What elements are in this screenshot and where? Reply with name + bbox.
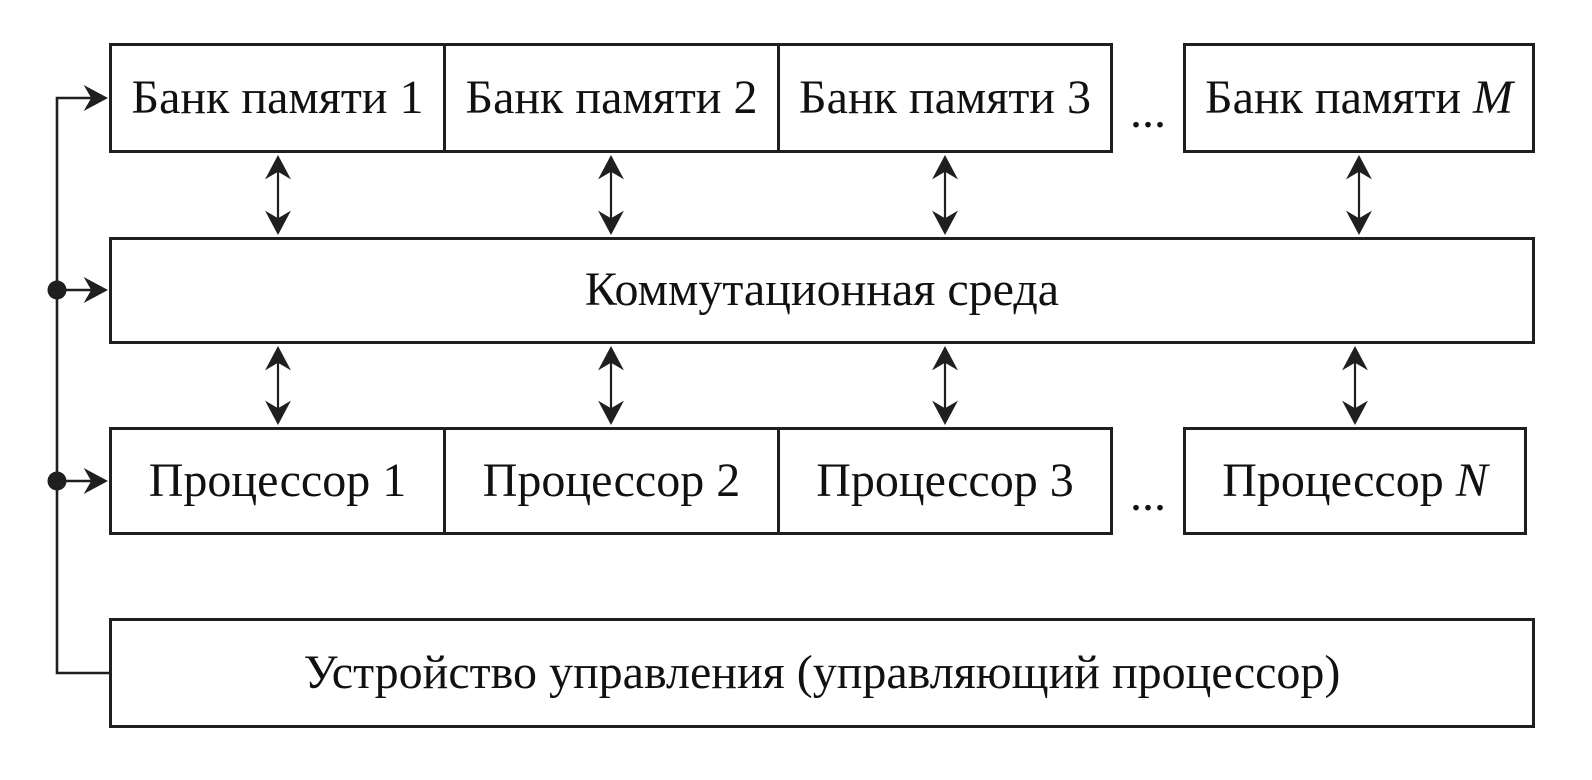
processor-n-label: Процессор N bbox=[1222, 453, 1488, 507]
memory-bank-m-label: Банк памяти M bbox=[1205, 70, 1513, 124]
processor-2-box bbox=[443, 427, 780, 535]
memory-row-ellipsis: ... bbox=[1130, 84, 1166, 138]
switch-fabric-label: Коммутационная среда bbox=[584, 263, 1060, 317]
memory-bank-m-box bbox=[1183, 43, 1535, 153]
junction-dot-processor bbox=[48, 472, 67, 491]
processor-3-box bbox=[777, 427, 1113, 535]
control-unit-box bbox=[109, 618, 1535, 728]
control-unit-label: Устройство управления (управляющий процессор) bbox=[303, 645, 1341, 699]
processor-1-label: Процессор 1 bbox=[148, 453, 407, 507]
processor-1-box bbox=[109, 427, 446, 535]
memory-bank-2-label: Банк памяти 2 bbox=[465, 70, 758, 124]
memory-bank-1-box bbox=[109, 43, 446, 153]
memory-bank-3-label: Банк памяти 3 bbox=[799, 70, 1091, 124]
control-rail-line bbox=[57, 98, 109, 673]
memory-bank-2-box bbox=[443, 43, 780, 153]
memory-bank-1-label: Банк памяти 1 bbox=[131, 70, 424, 124]
processor-row-ellipsis: ... bbox=[1130, 467, 1166, 521]
processor-2-label: Процессор 2 bbox=[482, 453, 741, 507]
processor-3-label: Процессор 3 bbox=[816, 453, 1074, 507]
switch-fabric-box bbox=[109, 237, 1535, 344]
junction-dot-switch bbox=[48, 281, 67, 300]
memory-bank-3-box bbox=[777, 43, 1113, 153]
processor-n-box bbox=[1183, 427, 1527, 535]
